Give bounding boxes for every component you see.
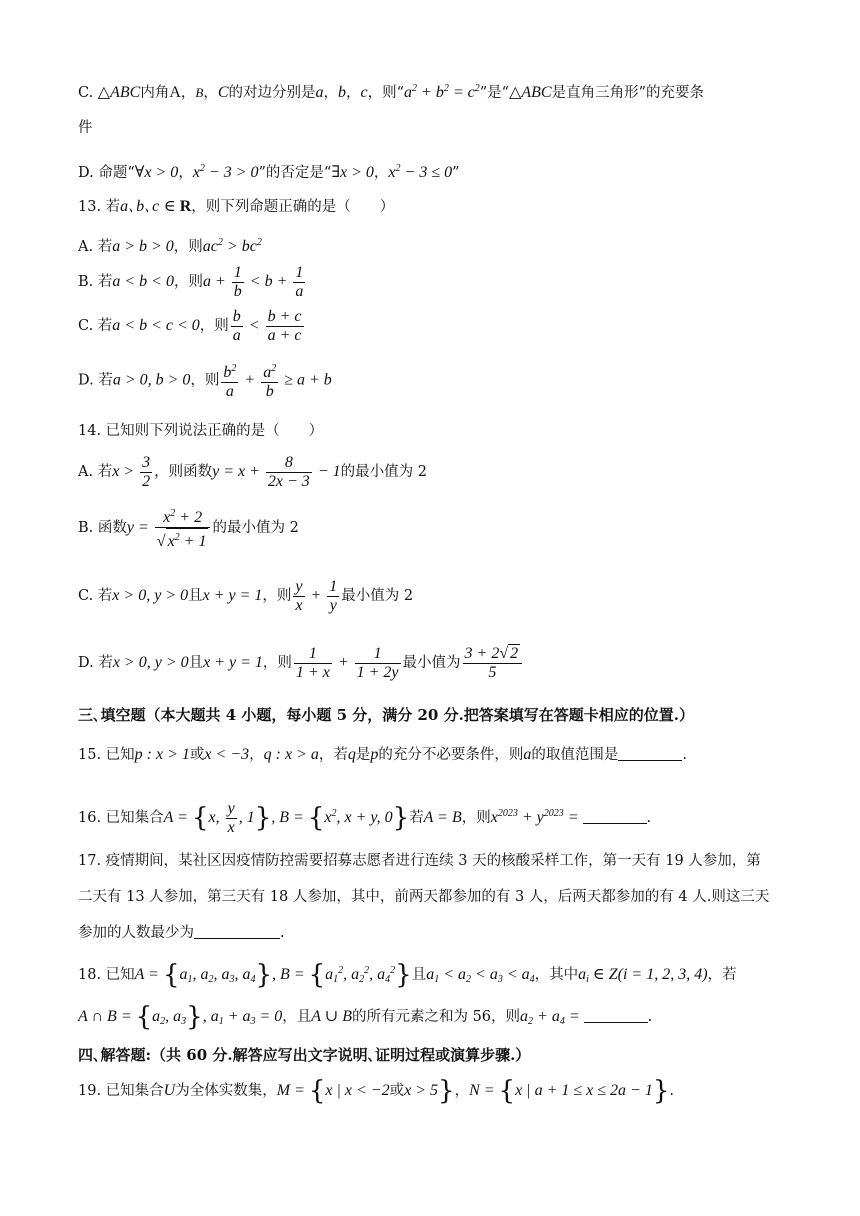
q18-line-2: A ∩ $B = \{a_2$, $a_3$}, $a_1 + a_3 = 0$，且A ∪ B的所有元素之和为 56，则$a_2 + a_4$ = . bbox=[78, 1002, 653, 1032]
q14-option-d: D. 若x > 0, y > 0且x + y = 1，则 $\frac{1}{1 + x}$ + $\frac{1}{1 + 2y}$ 最小值为 $\frac{3 + 2√ 2}{5}$ bbox=[78, 638, 800, 688]
q13-option-b: B. 若a < b < 0，则a + $\frac{1}{b}$ < b + $\frac{1}{a}$ bbox=[78, 263, 304, 300]
q17-line-2: 二天有 13 人参加，第三天有 18 人参加，其中，前两天都参加的有 3 人，后两天都参加的有 4 人.则这三天 bbox=[78, 889, 770, 905]
section-4-heading: 四､解答题:（共 60 分.解答应写出文字说明､证明过程或演算步骤.） bbox=[78, 1046, 531, 1064]
q12-option-c-cont: 件 bbox=[78, 120, 93, 136]
q12-option-c: C. △ABC内角A，B，C的对边分别是a，b，c，则“$a^2 + b^2 = c^2$”是“△ABC是直角三角形”的充要条 bbox=[78, 83, 705, 101]
q18-line-1: 18. 已知$A = \{a_1$, $a_2$, $a_3$, $a_4$}, $B = \{a_1^2$, $a_2^2$, $a_4^2$}且$a_1 < a_2 < a_3 < a_4$，其中$a_i$ ∈ Z(i = 1, 2, 3, 4)，若 bbox=[78, 960, 737, 990]
q15: 15. 已知p : x > 1或x < −3，q : x > a，若q是p的充分不必要条件，则a的取值范围是 . bbox=[78, 746, 687, 763]
q17-line-1: 17. 疫情期间，某社区因疫情防控需要招募志愿者进行连续 3 天的核酸采样工作，第一天有 19 人参加，第 bbox=[78, 853, 761, 869]
q19: 19. 已知集合U为全体实数集，M = {x | x < −2或x > 5}，N = {x | a + 1 ≤ x ≤ 2a − 1}. bbox=[78, 1076, 674, 1106]
q17-line-3: 参加的人数最少为 . bbox=[78, 925, 285, 941]
q13-stem: 13. 若a､b､c ∈ R，则下列命题正确的是（ ） bbox=[78, 198, 395, 215]
section-3-heading: 三､填空题（本大题共 4 小题，每小题 5 分，满分 20 分.把答案填写在答题卡相应的位置.） bbox=[78, 706, 695, 724]
q17-answer-blank[interactable] bbox=[194, 924, 280, 939]
q15-answer-blank[interactable] bbox=[618, 746, 682, 761]
q16-answer-blank[interactable] bbox=[583, 809, 647, 824]
q14-stem: 14. 已知则下列说法正确的是（ ） bbox=[78, 423, 324, 439]
q13-option-d: D. 若a > 0, b > 0，则 $\frac{b^2}{a}$ + $\frac{a^2}{b}$ ≥ a + b bbox=[78, 360, 800, 400]
q16: 16. 已知集合A = {x, $\frac{y}{x}$ , 1}, $B = \{x^2$, x + y, 0}若A = B，则$x^{2023} + y^{2023}$ = . bbox=[78, 799, 652, 836]
q13-option-c: C. 若a < b < c < 0，则 $\frac{b}{a}$ < $\frac{b + c}{a + c}$ bbox=[78, 307, 302, 344]
q14-option-a: A. 若x > $\frac{3}{2}$ ，则函数y = x + $\frac{8}{2x - 3}$ − 1的最小值为 2 bbox=[78, 453, 427, 490]
q18-answer-blank[interactable] bbox=[584, 1008, 648, 1023]
q14-option-b: B. 函数y = $\frac{x^2 + 2}{√ x^2 + 1}$ 的最小值为 2 bbox=[78, 504, 800, 552]
q12-option-d: D. 命题“∀x > 0，$x^2 - 3 > 0$”的否定是“∃x > 0，$x^2 - 3 \le 0$” bbox=[78, 163, 460, 181]
q14-option-c: C. 若x > 0, y > 0且x + y = 1，则 $\frac{y}{x}$ + $\frac{1}{y}$ 最小值为 2 bbox=[78, 577, 414, 614]
q13-option-a: A. 若a > b > 0，则$ac^2 > bc^2$ bbox=[78, 237, 262, 255]
